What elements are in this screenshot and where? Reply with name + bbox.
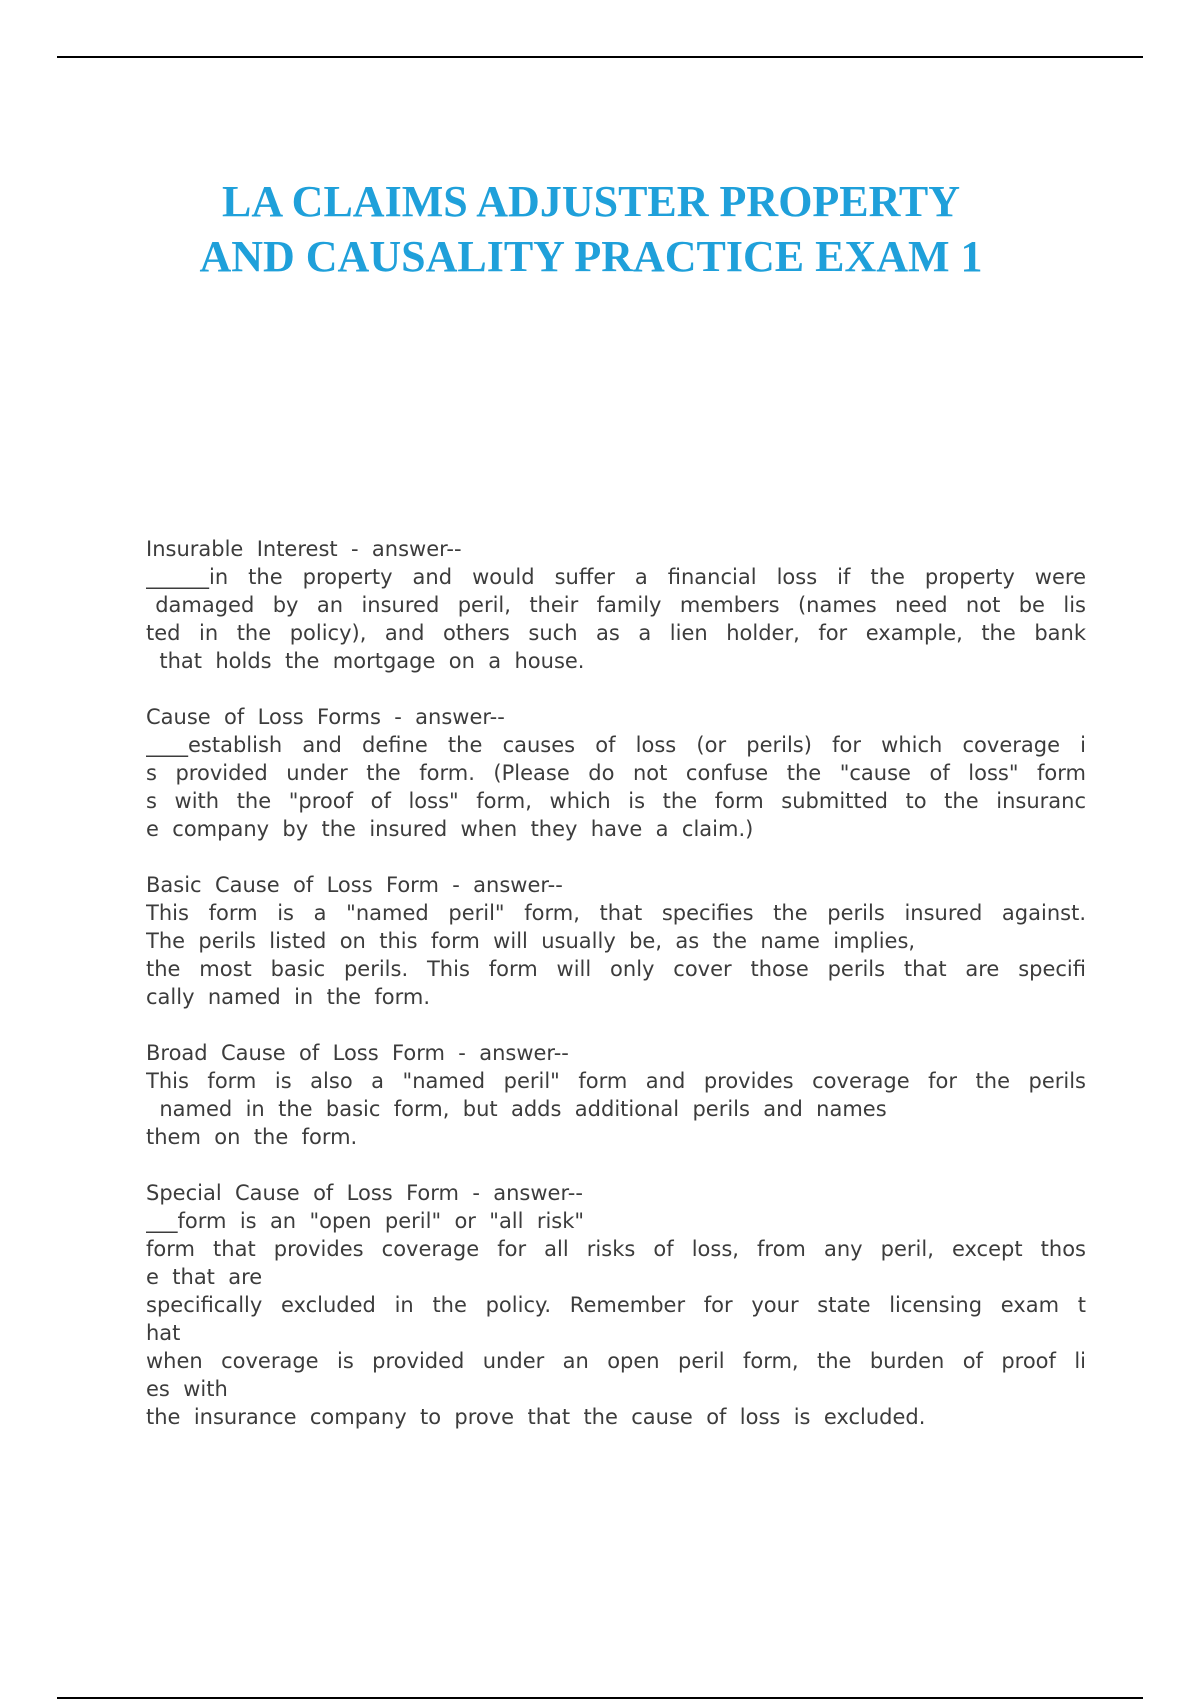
qa-answer-line: ______in the property and would suffer a financial loss if the property were <box>146 565 1086 589</box>
qa-answer-line: This form is a "named peril" form, that specifies the perils insured against. <box>146 901 1086 925</box>
qa-term: Broad Cause of Loss Form - answer-- <box>146 1041 569 1065</box>
qa-answer-line: the most basic perils. This form will only cover those perils that are specifi <box>146 957 1086 981</box>
title-line: AND CAUSALITY PRACTICE EXAM 1 <box>199 232 983 281</box>
qa-answer-line: s with the "proof of loss" form, which is the form submitted to the insuranc <box>146 789 1086 813</box>
qa-answer-line: when coverage is provided under an open peril form, the burden of proof li <box>146 1349 1086 1373</box>
title-line: LA CLAIMS ADJUSTER PROPERTY <box>221 177 960 226</box>
qa-term: Insurable Interest - answer-- <box>146 537 462 561</box>
document-title <box>0 174 1182 284</box>
qa-term: Basic Cause of Loss Form - answer-- <box>146 873 563 897</box>
qa-term: Cause of Loss Forms - answer-- <box>146 705 505 729</box>
qa-answer-line: them on the form. <box>146 1125 358 1149</box>
qa-answer-line: e that are <box>146 1265 263 1289</box>
qa-answer-line: specifically excluded in the policy. Remember for your state licensing exam t <box>146 1293 1086 1317</box>
qa-answer-line: cally named in the form. <box>146 985 431 1009</box>
qa-list <box>146 535 1086 1459</box>
header-rule <box>57 56 1143 58</box>
qa-answer-line: es with <box>146 1377 228 1401</box>
qa-answer-line: damaged by an insured peril, their family members (names need not be lis <box>146 593 1086 617</box>
qa-answer-line: hat <box>146 1321 181 1345</box>
qa-entry-insurable-interest <box>146 535 1086 675</box>
qa-answer-line: ___form is an "open peril" or "all risk" <box>146 1209 585 1233</box>
qa-entry-broad-cause-of-loss-form <box>146 1039 1086 1151</box>
qa-answer-line: e company by the insured when they have a claim.) <box>146 817 754 841</box>
qa-answer-line: that holds the mortgage on a house. <box>146 649 585 673</box>
qa-answer-line: ted in the policy), and others such as a lien holder, for example, the bank <box>146 621 1086 645</box>
qa-term: Special Cause of Loss Form - answer-- <box>146 1181 583 1205</box>
qa-answer-line: form that provides coverage for all risks of loss, from any peril, except thos <box>146 1237 1086 1261</box>
qa-answer-line: the insurance company to prove that the cause of loss is excluded. <box>146 1405 926 1429</box>
qa-answer-line: This form is also a "named peril" form and provides coverage for the perils <box>146 1069 1086 1093</box>
qa-answer-line: ____establish and define the causes of loss (or perils) for which coverage i <box>146 733 1086 757</box>
qa-entry-basic-cause-of-loss-form <box>146 871 1086 1011</box>
qa-entry-special-cause-of-loss-form <box>146 1179 1086 1431</box>
footer-rule <box>57 1697 1143 1699</box>
qa-answer-line: s provided under the form. (Please do not confuse the "cause of loss" form <box>146 761 1086 785</box>
qa-answer-line: named in the basic form, but adds additional perils and names <box>146 1097 887 1121</box>
qa-answer-line: The perils listed on this form will usually be, as the name implies, <box>146 929 916 953</box>
qa-entry-cause-of-loss-forms <box>146 703 1086 843</box>
